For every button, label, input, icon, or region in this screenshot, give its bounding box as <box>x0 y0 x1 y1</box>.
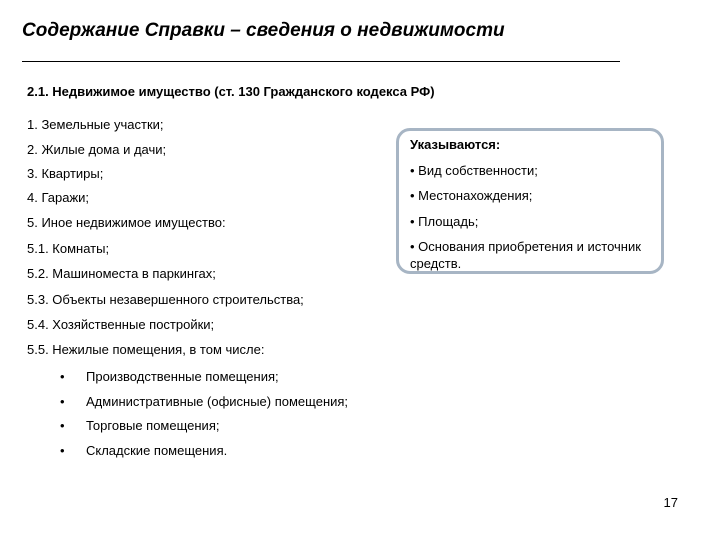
list-item-houses: 2. Жилые дома и дачи; <box>27 142 167 157</box>
sub-list-item-label: Административные (офисные) помещения; <box>86 394 349 409</box>
callout-item-ownership-type: • Вид собственности; <box>410 163 538 178</box>
bullet-marker: • <box>60 443 65 458</box>
list-item-other-property: 5. Иное недвижимое имущество: <box>27 215 226 230</box>
callout-box <box>396 128 664 274</box>
sub-list-item <box>60 418 219 433</box>
sub-list-item-label: Торговые помещения; <box>86 418 220 433</box>
section-subheading: 2.1. Недвижимое имущество (ст. 130 Гражданского кодекса РФ) <box>27 84 435 99</box>
bullet-marker: • <box>60 418 65 433</box>
list-item-outbuildings: 5.4. Хозяйственные постройки; <box>27 317 215 332</box>
list-item-garages: 4. Гаражи; <box>27 190 90 205</box>
callout-item-area: • Площадь; <box>410 214 479 229</box>
slide-title: Содержание Справки – сведения о недвижимости <box>22 20 505 41</box>
page-number: 17 <box>663 495 678 510</box>
sub-list-item <box>60 443 227 458</box>
callout-title: Указываются: <box>410 137 501 152</box>
list-item-parking-spaces: 5.2. Машиноместа в паркингах; <box>27 266 216 281</box>
sub-list-item <box>60 369 279 384</box>
list-item-apartments: 3. Квартиры; <box>27 166 104 181</box>
list-item-land: 1. Земельные участки; <box>27 117 164 132</box>
callout-item-acquisition-grounds: • Основания приобретения и источник средств. <box>410 239 641 271</box>
title-divider <box>22 61 620 62</box>
sub-list-item <box>60 394 348 409</box>
list-item-rooms: 5.1. Комнаты; <box>27 241 110 256</box>
sub-list-item-label: Производственные помещения; <box>86 369 279 384</box>
bullet-marker: • <box>60 394 65 409</box>
list-item-unfinished-construction: 5.3. Объекты незавершенного строительства; <box>27 292 304 307</box>
sub-list-item-label: Складские помещения. <box>86 443 228 458</box>
list-item-nonresidential: 5.5. Нежилые помещения, в том числе: <box>27 342 265 357</box>
callout-item-location: • Местонахождения; <box>410 188 533 203</box>
bullet-marker: • <box>60 369 65 384</box>
